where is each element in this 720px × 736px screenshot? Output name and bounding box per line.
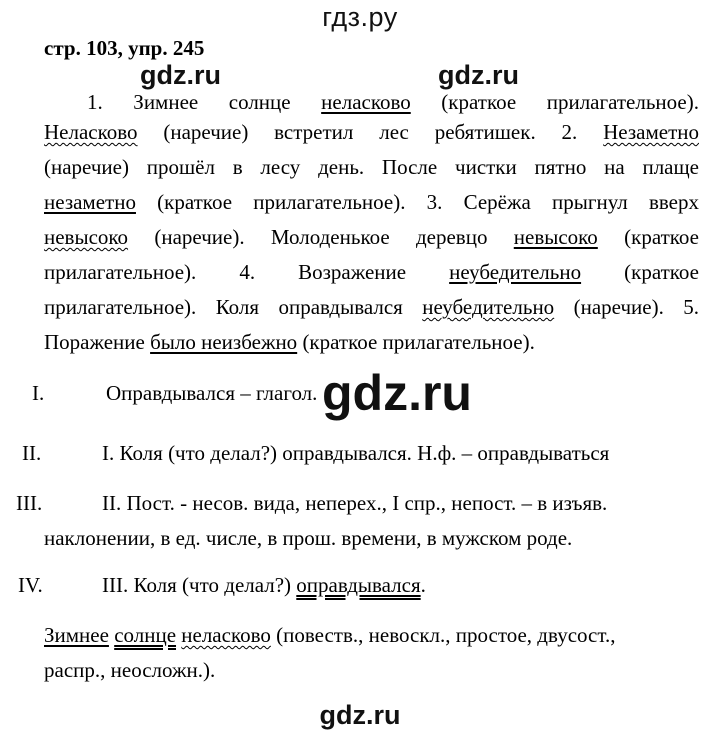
text: (краткое прилагательное). [297,330,535,354]
text: (краткое [581,260,699,284]
underlined-word: неласково [321,90,411,114]
analysis-text: Оправдывался – глагол. [106,381,318,405]
analysis-text-continued: наклонении, в ед. числе, в прош. времени, в мужском роде. [44,526,573,550]
analysis-text [102,570,426,600]
underlined-word: невысоко [513,225,598,249]
watermark-bottom: gdz.ru [319,700,401,730]
underlined-word: было неизбежно [150,330,298,354]
wavy-underlined-word: Неласково [44,120,138,144]
sentence-line-2: распр., неосложн.). [44,658,216,682]
double-underlined-word: солнце [114,623,177,647]
text: прилагательное). Коля оправдывался [44,295,423,319]
roman-numeral: II. [22,441,42,465]
analysis-text: I. Коля (что делал?) оправдывался. Н.ф. – оправдываться [102,441,610,465]
paragraph-line-5 [44,222,699,252]
watermark-big: gdz.ru [322,365,472,421]
underlined-word: неубедительно [449,260,582,284]
text: (наречие) встретил лес ребятишек. 2. [137,120,604,144]
paragraph-line-1 [44,87,699,117]
wavy-underlined-word: невысоко [44,225,129,249]
paragraph-line-7 [44,292,699,322]
roman-numeral: III. [16,491,43,515]
wavy-underlined-word: Незаметно [603,120,699,144]
text: (наречие). Молоденькое деревцо [128,225,514,249]
text: (наречие). 5. [554,295,700,319]
watermark-top: гдз.ру [322,2,398,32]
text: . [420,573,426,597]
paragraph-line-4 [44,187,699,217]
text: (краткое прилагательное). [410,90,699,114]
wavy-underlined-word: неласково [181,623,271,647]
text: Поражение [44,330,151,354]
paragraph-line-8 [44,327,699,357]
exercise-header: стр. 103, упр. 245 [44,36,205,60]
text: III. Коля (что делал?) [102,573,297,597]
text: 1. Зимнее солнце [87,90,322,114]
underlined-word: Зимнее [44,623,109,647]
paragraph-line-2 [44,117,699,147]
text: (повеств., невоскл., простое, двусост., [270,623,616,647]
text: прилагательное). 4. Возражение [44,260,450,284]
roman-numeral: IV. [18,573,43,597]
watermark-small-right: gdz.ru [438,60,519,90]
text: (краткое [597,225,699,249]
text: (краткое прилагательное). 3. Серёжа прыгнул вверх [135,190,699,214]
double-underlined-word: оправдывался [296,573,421,597]
paragraph-line-3: (наречие) прошёл в лесу день. После чистки пятно на плаще [44,155,699,179]
wavy-underlined-word: неубедительно [422,295,555,319]
paragraph-line-6 [44,257,699,287]
underlined-word: незаметно [44,190,136,214]
analysis-text: II. Пост. - несов. вида, неперех., I спр., непост. – в изъяв. [102,491,608,515]
watermark-small-left: gdz.ru [140,60,221,90]
sentence-line-1 [44,620,615,650]
roman-numeral: I. [32,381,45,405]
